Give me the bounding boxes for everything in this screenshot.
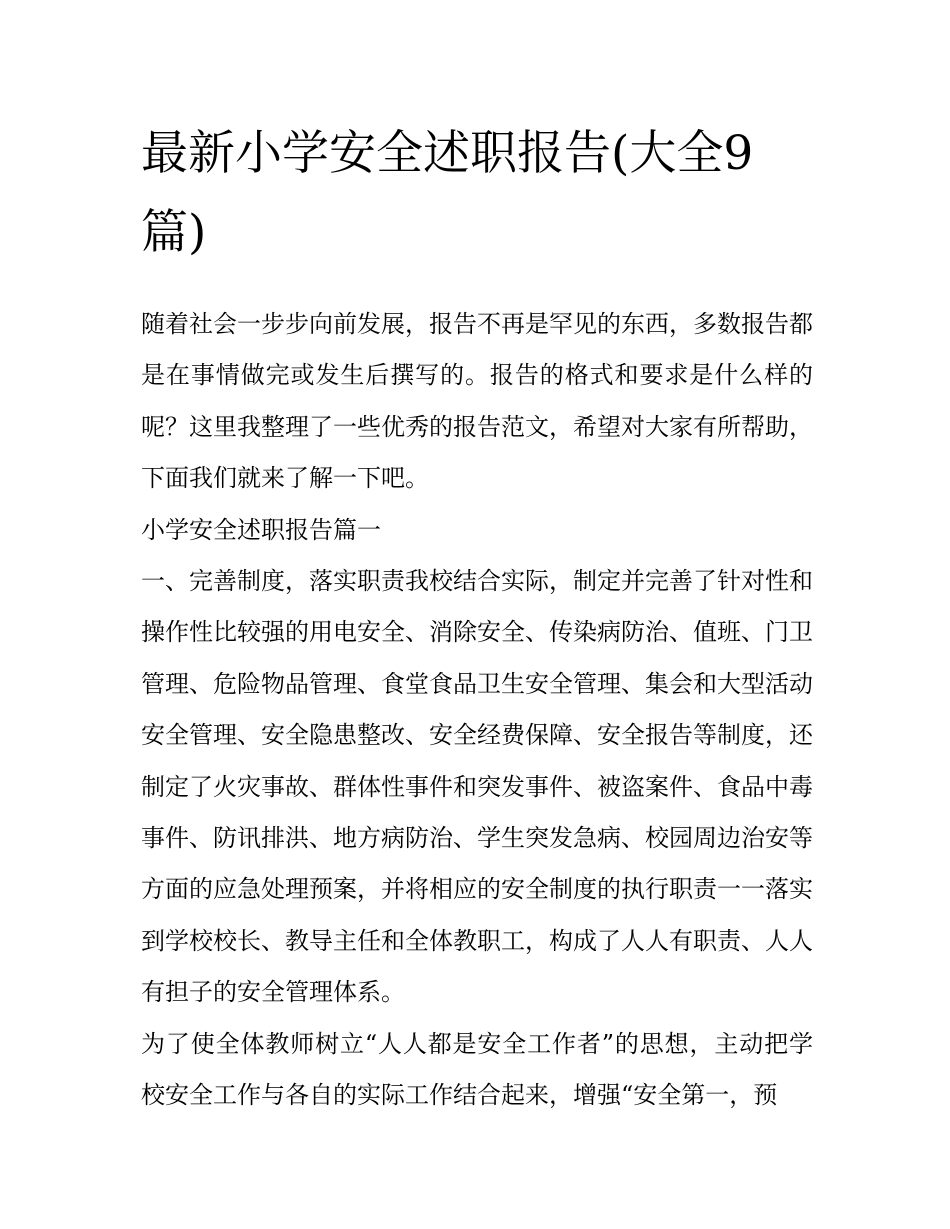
intro-paragraph: 随着社会一步步向前发展，报告不再是罕见的东西，多数报告都是在事情做完或发生后撰写的。报告的格式和要求是什么样的呢？这里我整理了一些优秀的报告范文，希望对大家有所帮助，下面我们就来了解一下吧。 [141,310,813,493]
body-paragraph: 为了使全体教师树立“人人都是安全工作者”的思想，主动把学校安全工作与各自的实际工作结合起来，增强“安全第一，预 [141,1029,813,1110]
body-paragraph: 一、完善制度，落实职责我校结合实际，制定并完善了针对性和操作性比较强的用电安全、消除安全、传染病防治、值班、门卫管理、危险物品管理、食堂食品卫生安全管理、集会和大型活动安全管理、安全隐患整改、安全经费保障、安全报告等制度，还制定了火灾事故、群体性事件和突发事件、被盗案件、食品中毒事件、防讯排洪、地方病防治、学生突发急病、校园周边治安等方面的应急处理预案，并将相应的安全制度的执行职责一一落实到学校校长、教导主任和全体教职工，构成了人人有职责、人人有担子的安全管理体系。 [141,567,813,1007]
document-title: 最新小学安全述职报告(大全9篇) [141,126,754,260]
document-body [141,299,813,1122]
document-page [141,114,813,1122]
section-heading: 小学安全述职报告篇一 [141,515,381,544]
